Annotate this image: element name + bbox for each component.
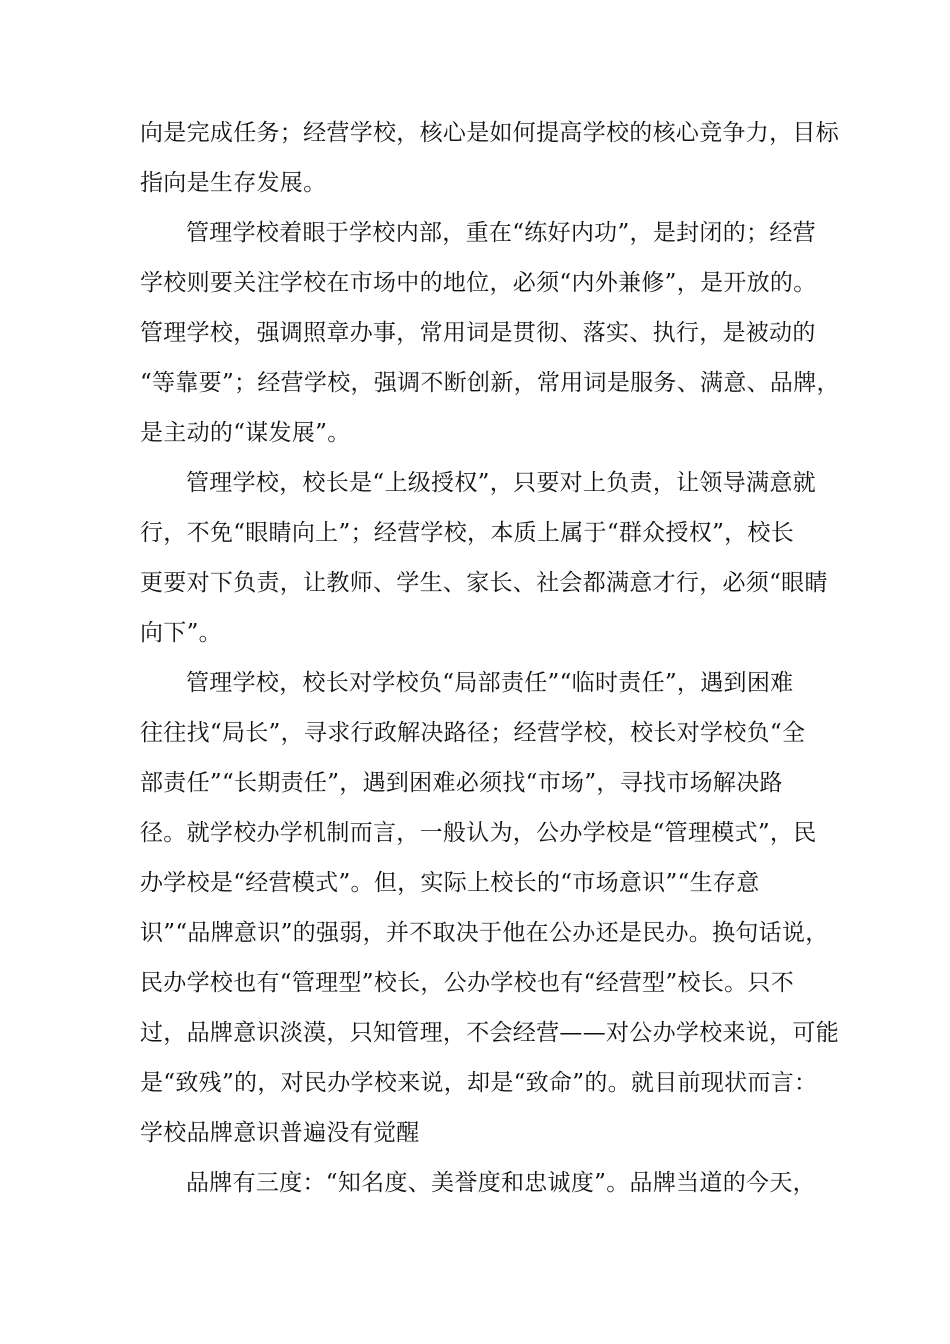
text-line-18: 民办学校也有“管理型”校长，公办学校也有“经营型”校长。只不	[140, 970, 795, 996]
text-line-19: 过，品牌意识淡漠，只知管理，不会经营——对公办学校来说，可能	[140, 1020, 839, 1046]
text-line-5: 管理学校，强调照章办事，常用词是贯彻、落实、执行，是被动的	[140, 320, 816, 346]
text-line-22: 品牌有三度：“知名度、美誉度和忠诚度”。品牌当道的今天，	[186, 1170, 816, 1196]
text-line-8: 管理学校，校长是“上级授权”，只要对上负责，让领导满意就	[186, 470, 816, 496]
text-line-2: 指向是生存发展。	[140, 170, 327, 196]
text-line-15: 径。就学校办学机制而言，一般认为，公办学校是“管理模式”，民	[140, 820, 817, 846]
text-line-3: 管理学校着眼于学校内部，重在“练好内功”，是封闭的；经营	[186, 220, 816, 246]
text-line-12: 管理学校，校长对学校负“局部责任”“临时责任”，遇到困难	[186, 670, 794, 696]
text-line-20: 是“致残”的，对民办学校来说，却是“致命”的。就目前现状而言：	[140, 1070, 818, 1096]
text-line-6: “等靠要”；经营学校，强调不断创新，常用词是服务、满意、品牌，	[140, 370, 840, 396]
text-line-4: 学校则要关注学校在市场中的地位，必须“内外兼修”，是开放的。	[140, 270, 817, 296]
text-line-10: 更要对下负责，让教师、学生、家长、社会都满意才行，必须“眼睛	[140, 570, 828, 596]
text-line-21: 学校品牌意识普遍没有觉醒	[140, 1120, 420, 1146]
text-line-13: 往往找“局长”，寻求行政解决路径；经营学校，校长对学校负“全	[140, 720, 806, 746]
text-line-7: 是主动的“谋发展”。	[140, 420, 351, 446]
text-line-16: 办学校是“经营模式”。但，实际上校长的“市场意识”“生存意	[140, 870, 760, 896]
text-line-17: 识”“品牌意识”的强弱，并不取决于他在公办还是民办。换句话说，	[140, 920, 829, 946]
text-line-9: 行，不免“眼睛向上”；经营学校，本质上属于“群众授权”，校长	[140, 520, 795, 546]
text-line-1: 向是完成任务；经营学校，核心是如何提高学校的核心竞争力，目标	[140, 120, 839, 146]
text-line-14: 部责任”“长期责任”，遇到困难必须找“市场”，寻找市场解决路	[140, 770, 783, 796]
text-line-11: 向下”。	[140, 620, 222, 646]
